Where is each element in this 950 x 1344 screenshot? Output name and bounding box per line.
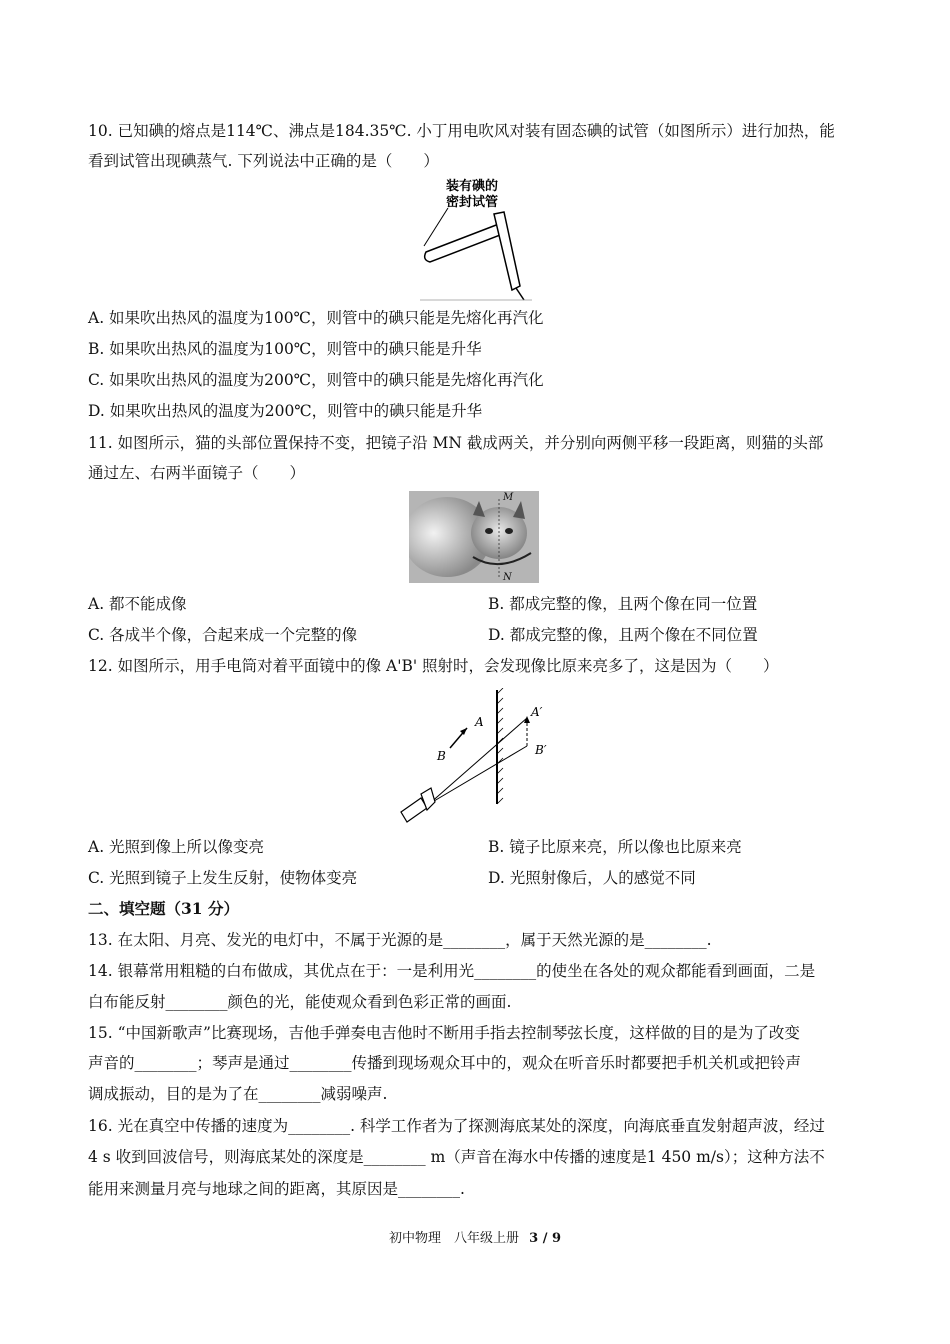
q10-option-d: D. 如果吹出热风的温度为200℃，则管中的碘只能是升华 bbox=[88, 402, 483, 420]
page-footer bbox=[0, 1227, 950, 1246]
test-tube-holder bbox=[494, 212, 520, 290]
q11-stem-line2: 通过左、右两半面镜子（ ） bbox=[88, 464, 306, 482]
q11-option-d: D. 都成完整的像，且两个像在不同位置 bbox=[488, 626, 758, 644]
q16-line1: 16. 光在真空中传播的速度为________. 科学工作者为了探测海底某处的深度，向海底垂直发射超声波，经过 bbox=[88, 1117, 825, 1135]
q11-label-m: M bbox=[503, 492, 514, 503]
q10-test-tube-figure bbox=[420, 176, 532, 304]
footer-text: 初中物理 八年级上册 bbox=[388, 1231, 519, 1246]
q12-option-c: C. 光照到镜子上发生反射，使物体变亮 bbox=[88, 869, 358, 887]
q12-option-a: A. 光照到像上所以像变亮 bbox=[88, 838, 265, 856]
q14-line1: 14. 银幕常用粗糙的白布做成，其优点在于：一是利用光________的使坐在各处的观众都能看到画面，二是 bbox=[88, 962, 816, 980]
q12-label-a-prime: A′ bbox=[531, 705, 543, 719]
q12-mirror-flashlight-figure bbox=[395, 688, 560, 824]
q11-label-n: N bbox=[503, 572, 512, 583]
q15-line2: 声音的________；琴声是通过________传播到现场观众耳中的，观众在听音乐时都要把手机关机或把铃声 bbox=[88, 1054, 802, 1072]
flashlight bbox=[401, 788, 435, 822]
q16-line2: 4 s 收到回波信号，则海底某处的深度是________ m（声音在海水中传播的速度是1 450 m/s）；这种方法不 bbox=[88, 1148, 825, 1166]
q10-stem-line2: 看到试管出现碘蒸气. 下列说法中正确的是（ ） bbox=[88, 152, 439, 170]
section2-heading: 二、填空题（31 分） bbox=[88, 899, 239, 918]
q14-line2: 白布能反射________颜色的光，能使观众看到色彩正常的画面. bbox=[88, 993, 512, 1011]
q10-option-a: A. 如果吹出热风的温度为100℃，则管中的碘只能是先熔化再汽化 bbox=[88, 309, 544, 327]
page-number: 3 / 9 bbox=[529, 1231, 562, 1246]
q11-option-b: B. 都成完整的像，且两个像在同一位置 bbox=[488, 595, 758, 613]
q10-option-b: B. 如果吹出热风的温度为100℃，则管中的碘只能是升华 bbox=[88, 340, 482, 358]
q10-option-c: C. 如果吹出热风的温度为200℃，则管中的碘只能是先熔化再汽化 bbox=[88, 371, 544, 389]
q10-figure-label-line1: 装有碘的 bbox=[446, 178, 499, 193]
q13-line1: 13. 在太阳、月亮、发光的电灯中，不属于光源的是________，属于天然光源的是________. bbox=[88, 931, 712, 949]
q12-label-b: B bbox=[437, 749, 446, 763]
q12-label-a: A bbox=[475, 715, 484, 729]
q11-cat-mirror-photo bbox=[409, 491, 539, 583]
q12-stem: 12. 如图所示，用手电筒对着平面镜中的像 A'B' 照射时，会发现像比原来亮多了，这是因为（ ） bbox=[88, 657, 779, 675]
q15-line3: 调成振动，目的是为了在________减弱噪声. bbox=[88, 1085, 388, 1103]
q15-line1: 15. “中国新歌声”比赛现场，吉他手弹奏电吉他时不断用手指去控制琴弦长度，这样做的目的是为了改变 bbox=[88, 1024, 800, 1042]
q12-option-b: B. 镜子比原来亮，所以像也比原来亮 bbox=[488, 838, 742, 856]
test-tube bbox=[425, 222, 508, 262]
q11-stem-line1: 11. 如图所示，猫的头部位置保持不变，把镜子沿 MN 截成两关，并分别向两侧平移一段距离，则猫的头部 bbox=[88, 434, 824, 452]
q12-label-b-prime: B′ bbox=[535, 743, 547, 757]
q11-option-a: A. 都不能成像 bbox=[88, 595, 187, 613]
q11-option-c: C. 各成半个像，合起来成一个完整的像 bbox=[88, 626, 358, 644]
q10-stem-line1: 10. 已知碘的熔点是114℃、沸点是184.35℃. 小丁用电吹风对装有固态碘的试管（如图所示）进行加热，能 bbox=[88, 122, 835, 140]
q16-line3: 能用来测量月亮与地球之间的距离，其原因是________. bbox=[88, 1180, 465, 1198]
q10-figure-label-line2: 密封试管 bbox=[446, 194, 499, 209]
q12-option-d: D. 光照射像后，人的感觉不同 bbox=[488, 869, 696, 887]
